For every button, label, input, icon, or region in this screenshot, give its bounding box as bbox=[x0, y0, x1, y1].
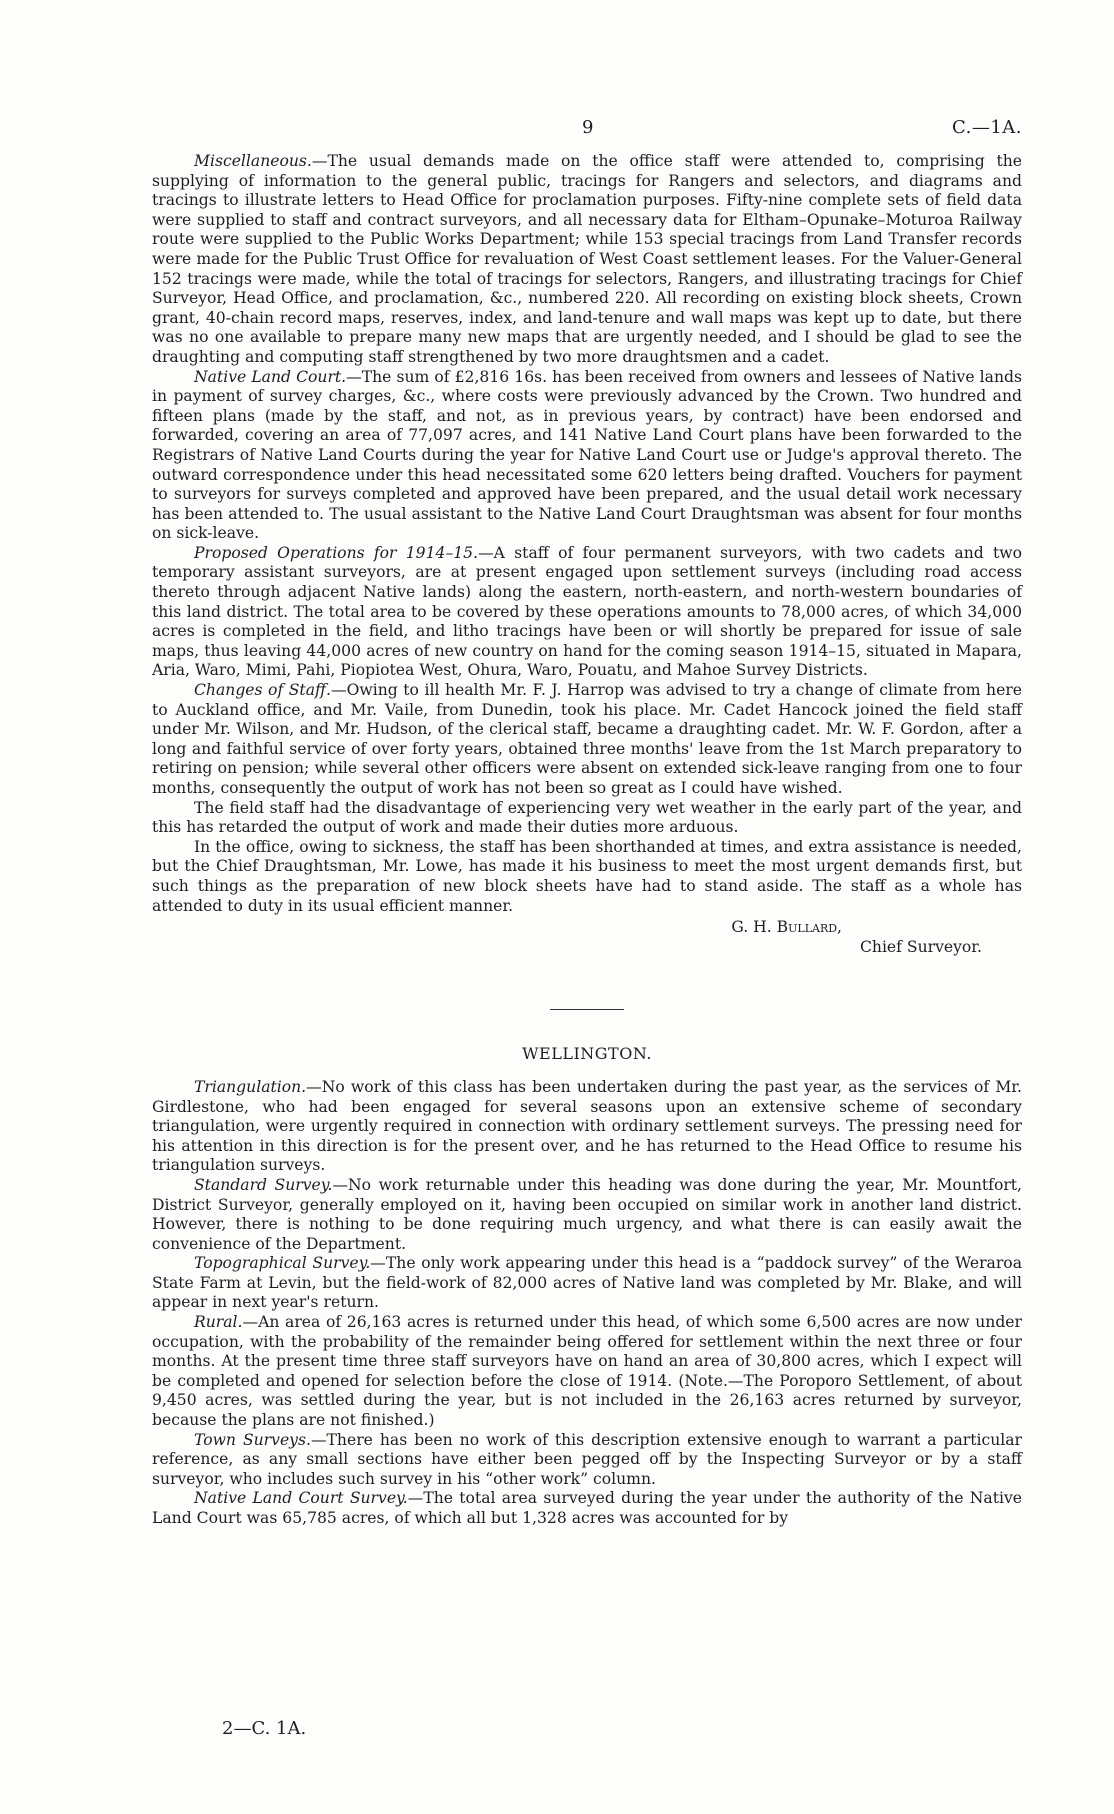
heading-town-surveys: Town Surveys. bbox=[194, 1430, 311, 1449]
paragraph-native-land-court-survey bbox=[152, 1489, 1022, 1528]
text-miscellaneous: —The usual demands made on the office staff were attended to, comprising the supplying of information to the general public, tracings for Rangers and selectors, and diagrams and tracings to illustrate letters to Head Office for proclamation purposes. Fifty-nine complete sets of field data were supplied to staff and contract surveyors, and all necessary data for Eltham–Opunake–Moturoa Railway route were supplied to the Public Works Department; while 153 special tracings from Land Transfer records were made for the Public Trust Office for revaluation of West Coast settlement leases. For the Valuer-General 152 tracings were made, while the total of tracings for selectors, Rangers, and illustrating tracings for Chief Surveyor, Head Office, and proclamation, &c., numbered 220. All recording on existing block sheets, Crown grant, 40-chain record maps, reserves, index, and land-tenure and wall maps was kept up to date, but there was no one available to prepare many new maps that are urgently needed, and I should be glad to see the draughting and computing staff strengthened by two more draughtsmen and a cadet. bbox=[152, 152, 1022, 366]
heading-proposed-operations: Proposed Operations for 1914–15. bbox=[194, 543, 479, 562]
paragraph-town-surveys bbox=[152, 1431, 1022, 1490]
section-title-wellington: WELLINGTON. bbox=[522, 1044, 652, 1064]
text-proposed-operations: —A staff of four permanent surveyors, with two cadets and two temporary assistant surveyors, are at present engaged upon settlement surveys (including road access thereto through adjacent Native lands) along the eastern, north-eastern, and north-western boundaries of this land district. The total area to be covered by these operations amounts to 78,000 acres, of which 34,000 acres is completed in the field, and litho tracings have been or will shortly be prepared for issue of sale maps, thus leaving 44,000 acres of new country on hand for the coming season 1914–15, situated in Mapara, Aria, Waro, Mimi, Pahi, Piopiotea West, Ohura, Waro, Pouatu, and Mahoe Survey Districts. bbox=[152, 543, 1022, 680]
heading-native-land-court: Native Land Court. bbox=[194, 367, 347, 386]
text-standard-survey: —No work returnable under this heading was done during the year, Mr. Mountfort, District Surveyor, generally employed on it, having been occupied on similar work in another land district. However, there is nothing to be done requiring much urgency, and what there is can easily await the convenience of the Department. bbox=[152, 1175, 1023, 1253]
text-rural: —An area of 26,163 acres is returned under this head, of which some 6,500 acres are now under occupation, with the probability of the remainder being offered for settlement within the next three or four months. At the present time three staff surveyors have on hand an area of 30,800 acres, which I expect will be completed and opened for selection before the close of 1914. (Note.—The Poroporo Settlement, of about 9,450 acres, was settled during the year, but is not included in the 26,163 acres returned by surveyor, because the plans are not finished.) bbox=[152, 1313, 1022, 1430]
paragraph-triangulation bbox=[152, 1078, 1022, 1176]
paragraph-native-land-court bbox=[152, 368, 1022, 544]
heading-native-land-court-survey: Native Land Court Survey. bbox=[194, 1489, 408, 1508]
heading-changes-of-staff: Changes of Staff. bbox=[194, 681, 332, 700]
text-native-land-court-survey: —The total area surveyed during the year under the authority of the Native Land Court was 65,785 acres, of which all but 1,328 acres was accounted for by bbox=[152, 1489, 1022, 1527]
page-body bbox=[152, 118, 1022, 1529]
page-header bbox=[152, 118, 1022, 152]
document-reference: C.—1A. bbox=[951, 117, 1022, 138]
heading-miscellaneous: Miscellaneous. bbox=[194, 152, 312, 170]
paragraph-office: In the office, owing to sickness, the staff has been shorthanded at times, and extra assistance is needed, but the Chief Draughtsman, Mr. Lowe, has made it his business to meet the most urgent demands first, but such things as the preparation of new block sheets have had to stand aside. The staff as a whole has attended to duty in its usual efficient manner. bbox=[152, 837, 1022, 915]
text-triangulation: —No work of this class has been undertaken during the past year, as the services of Mr. Girdlestone, who had been engaged for several seasons upon an extensive scheme of secondary triangulation, were urgently required in connection with ordinary settlement surveys. The pressing need for his attention in this direction is for the present over, and he has returned to the Head Office to resume his triangulation surveys. bbox=[152, 1077, 1022, 1175]
paragraph-miscellaneous bbox=[152, 152, 1022, 368]
heading-standard-survey: Standard Survey. bbox=[194, 1175, 333, 1194]
paragraph-standard-survey bbox=[152, 1176, 1022, 1254]
signature-name: G. H. Bullard, bbox=[731, 918, 842, 937]
heading-triangulation: Triangulation. bbox=[194, 1077, 307, 1096]
paragraph-weather: The field staff had the disadvantage of experiencing very wet weather in the early part of the year, and this has retarded the output of work and made their duties more arduous. bbox=[152, 798, 1022, 837]
text-changes-of-staff: —Owing to ill health Mr. F. J. Harrop was advised to try a change of climate from here to Auckland office, and Mr. Vaile, from Dunedin, took his place. Mr. Cadet Hancock joined the field staff under Mr. Wilson, and Mr. Hudson, of the clerical staff, became a draughting cadet. Mr. W. F. Gordon, after a long and faithful service of over forty years, obtained three months' leave from the 1st March preparatory to retiring on pension; while several other officers were absent on extended sick-leave ranging from one to four months, consequently the output of work has not been so great as I could have wished. bbox=[152, 681, 1022, 797]
paragraph-topographical-survey bbox=[152, 1254, 1022, 1313]
section-divider bbox=[550, 1009, 624, 1010]
text-town-surveys: —There has been no work of this description extensive enough to warrant a particular reference, as any small sections have either been pegged off by the Inspecting Surveyor or by a staff surveyor, who includes such survey in his “other work” column. bbox=[152, 1430, 1022, 1488]
heading-topographical-survey: Topographical Survey. bbox=[194, 1254, 371, 1273]
text-topographical-survey: —The only work appearing under this head is a “paddock survey” of the Weraroa State Farm at Levin, but the field-work of 82,000 acres of Native land was completed by Mr. Blake, and will appear in next year's return. bbox=[152, 1254, 1022, 1312]
paragraph-changes-of-staff bbox=[152, 681, 1022, 799]
signature-title: Chief Surveyor. bbox=[859, 937, 982, 956]
sheet-signature-mark: 2—C. 1A. bbox=[222, 1718, 307, 1739]
heading-rural: Rural. bbox=[194, 1313, 243, 1332]
paragraph-rural bbox=[152, 1313, 1022, 1431]
text-native-land-court: —The sum of £2,816 16s. has been received from owners and lessees of Native lands in payment of survey charges, &c., where costs were previously advanced by the Crown. Two hundred and fifteen plans (made by the staff, and not, as in previous years, by contract) have been endorsed and forwarded, covering an area of 77,097 acres, and 141 Native Land Court plans have been forwarded to the Registrars of Native Land Courts during the year for Native Land Court use or Judge's approval thereto. The outward correspondence under this head necessitated some 620 letters being drafted. Vouchers for payment to surveyors for surveys completed and approved have been prepared, and the usual detail work necessary has been attended to. The usual assistant to the Native Land Court Draughtsman was absent for four months on sick-leave. bbox=[152, 367, 1022, 543]
signature-block bbox=[152, 918, 1022, 957]
paragraph-proposed-operations bbox=[152, 544, 1022, 681]
page-number: 9 bbox=[582, 117, 594, 138]
